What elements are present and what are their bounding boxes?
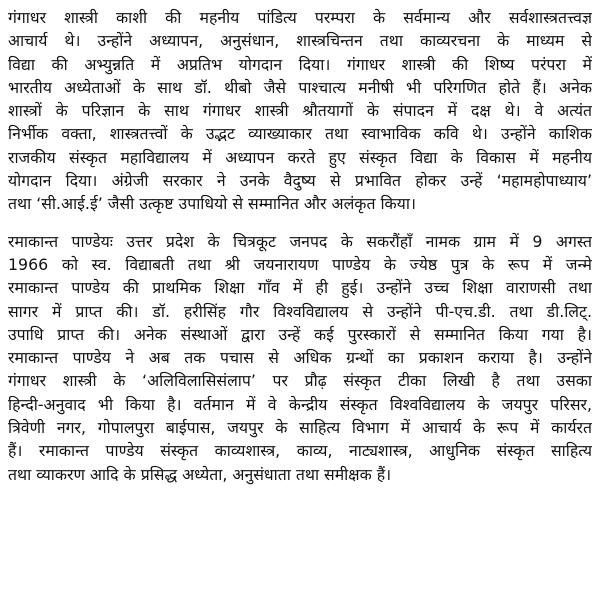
text-line: विद्या की अभ्युन्नति में अप्रतिभ योगदान दिया। गंगाधर शास्त्री की शिष्य परंपरा में (8, 54, 592, 74)
paragraph-gangadhar-shastri (8, 6, 592, 216)
text-line: निर्भीक वक्ता, शास्त्रतत्त्वों के उद्भट व्याख्याकार तथा स्वाभाविक कवि थे। उन्होंने काशिक (8, 124, 592, 144)
text-line: रमाकान्त पाण्डेय की प्राथमिक शिक्षा गाँव में ही हुई। उन्होंने उच्च शिक्षा वाराणसी तथा (8, 278, 592, 298)
text-line: हिन्दी-अनुवाद भी किया है। वर्तमान में वे केन्द्रीय संस्कृत विश्वविद्यालय के जयपुर परिसर, (8, 394, 592, 414)
text-line: भारतीय अध्येताओं के साथ डॉ. थीबो जैसे पाश्चात्य मनीषी भी परिगणित होते हैं। अनेक (8, 77, 592, 97)
text-line: त्रिवेणी नगर, गोपालपुरा बाईपास, जयपुर के साहित्य विभाग में आचार्य के रूप में कार्यरत (8, 418, 592, 438)
text-line: उपाधि प्राप्त की। अनेक संस्थाओं द्वारा उन्हें कई पुरस्कारों से सम्मानित किया गया है। (8, 324, 592, 344)
text-line: रमाकान्त पाण्डेय ने अब तक पचास से अधिक ग्रन्थों का प्रकाशन कराया है। उन्होंने (8, 348, 592, 368)
text-line: रमाकान्त पाण्डेयः उत्तर प्रदेश के चित्रकूट जनपद के सकरौंहाँ नामक ग्राम में 9 अगस्त (8, 231, 592, 251)
text-line: तथा ‘सी.आई.ई’ जैसी उत्कृष्ट उपाधियो से सम्मानित और अलंकृत किया। (8, 194, 416, 214)
text-line: शास्त्रों के परिज्ञान के साथ गंगाधर शास्त्री श्रौतयागों के संपादन में दक्ष थे। वे अत्यंत (8, 101, 592, 121)
text-line: सागर में प्राप्त की। डॉ. हरीसिंह गौर विश्वविद्यालय से उन्होंने पी-एच.डी. तथा डी.लिट्. (8, 301, 592, 321)
paragraph-ramakant-pandey (8, 230, 592, 486)
text-line: तथा व्याकरण आदि के प्रसिद्ध अध्येता, अनुसंधाता तथा समीक्षक हैं। (8, 464, 392, 484)
text-line: हैं। रमाकान्त पाण्डेय संस्कृत काव्यशास्त्र, काव्य, नाट्यशास्त्र, आधुनिक संस्कृत साहित्य (8, 441, 592, 461)
text-line: 1966 को स्व. विद्याबती तथा श्री जयनारायण पाण्डेय के ज्येष्ठ पुत्र के रूप में जन्मे (8, 254, 592, 274)
text-line: योगदान दिया। अंग्रेजी सरकार ने उनके वैदुष्य से प्रभावित होकर उन्हें ‘महामहोपाध्याय’ (8, 171, 592, 191)
paragraph-spacer (8, 216, 592, 230)
text-line: गंगाधर शास्त्री के ‘अलिविलासिसंलाप’ पर प्रौढ़ संस्कृत टीका लिखी है तथा उसका (8, 371, 592, 391)
text-line: आचार्य थे। उन्होंने अध्यापन, अनुसंधान, शास्त्रचिन्तन तथा काव्यरचना के माध्यम से (8, 31, 592, 51)
text-line: राजकीय संस्कृत महाविद्यालय में अध्यापन करते हुए संस्कृत विद्या के विकास में महनीय (8, 147, 592, 167)
text-line: गंगाधर शास्त्री काशी की महनीय पांडित्य परम्परा के सर्वमान्य और सर्वशास्त्रतत्त्वज्ञ (8, 8, 592, 27)
